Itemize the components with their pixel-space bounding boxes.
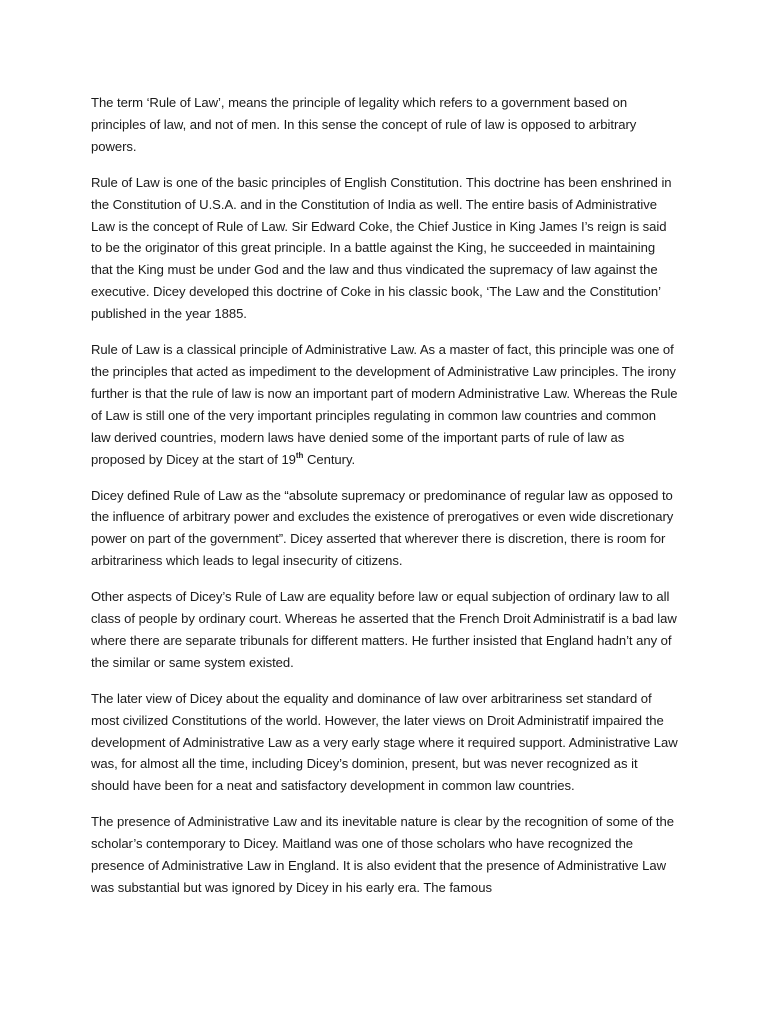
paragraph-3-tail: Century. [303,451,356,467]
paragraph-6: The later view of Dicey about the equality and dominance of law over arbitrariness set standard of most civilized Constitutions of the world. However, the later views on Droit Administratif impaired the development of Administrative Law as a very early stage where it required support. Administrative Law was, for almost all the time, including Dicey’s dominion, present, but was never recognized as it should have been for a neat and satisfactory development in common law countries. [91,690,678,794]
paragraph-3 [91,339,679,470]
ordinal-superscript: th [295,450,304,460]
paragraph-1: The term ‘Rule of Law’, means the principle of legality which refers to a government based on principles of law, and not of men. In this sense the concept of rule of law is opposed to arbitrary powers. [91,95,637,154]
paragraph-3-text: Rule of Law is a classical principle of Administrative Law. As a master of fact, this principle was one of the principles that acted as impediment to the development of Administrative Law principles. The irony further is that the rule of law is now an important part of modern Administrative Law. Whereas the Rule of Law is still one of the very important principles regulating in common law countries and common law derived countries, modern laws have denied some of the important parts of rule of law as proposed by Dicey at the start of 19 [91,342,678,467]
paragraph-4: Dicey defined Rule of Law as the “absolute supremacy or predominance of regular law as opposed to the influence of arbitrary power and excludes the existence of prerogatives or even wide discretionary power on part of the government”. Dicey asserted that wherever there is discretion, there is room for arbitrariness which leads to legal insecurity of citizens. [91,487,674,569]
document-page [91,92,679,913]
paragraph-2: Rule of Law is one of the basic principles of English Constitution. This doctrine has been enshrined in the Constitution of U.S.A. and in the Constitution of India as well. The entire basis of Administrative Law is the concept of Rule of Law. Sir Edward Coke, the Chief Justice in King James I’s reign is said to be the originator of this great principle. In a battle against the King, he succeeded in maintaining that the King must be under God and the law and thus vindicated the supremacy of law against the executive. Dicey developed this doctrine of Coke in his classic book, ‘The Law and the Constitution’ published in the year 1885. [91,174,672,322]
paragraph-5: Other aspects of Dicey’s Rule of Law are equality before law or equal subjection of ordinary law to all class of people by ordinary court. Whereas he asserted that the French Droit Administratif is a bad law where there are separate tribunals for different matters. He further insisted that England hadn’t any of the similar or same system existed. [91,589,677,670]
paragraph-7: The presence of Administrative Law and its inevitable nature is clear by the recognition of some of the scholar’s contemporary to Dicey. Maitland was one of those scholars who have recognized the presence of Administrative Law in England. It is also evident that the presence of Administrative Law was substantial but was ignored by Dicey in his early era. The famous [91,814,674,895]
